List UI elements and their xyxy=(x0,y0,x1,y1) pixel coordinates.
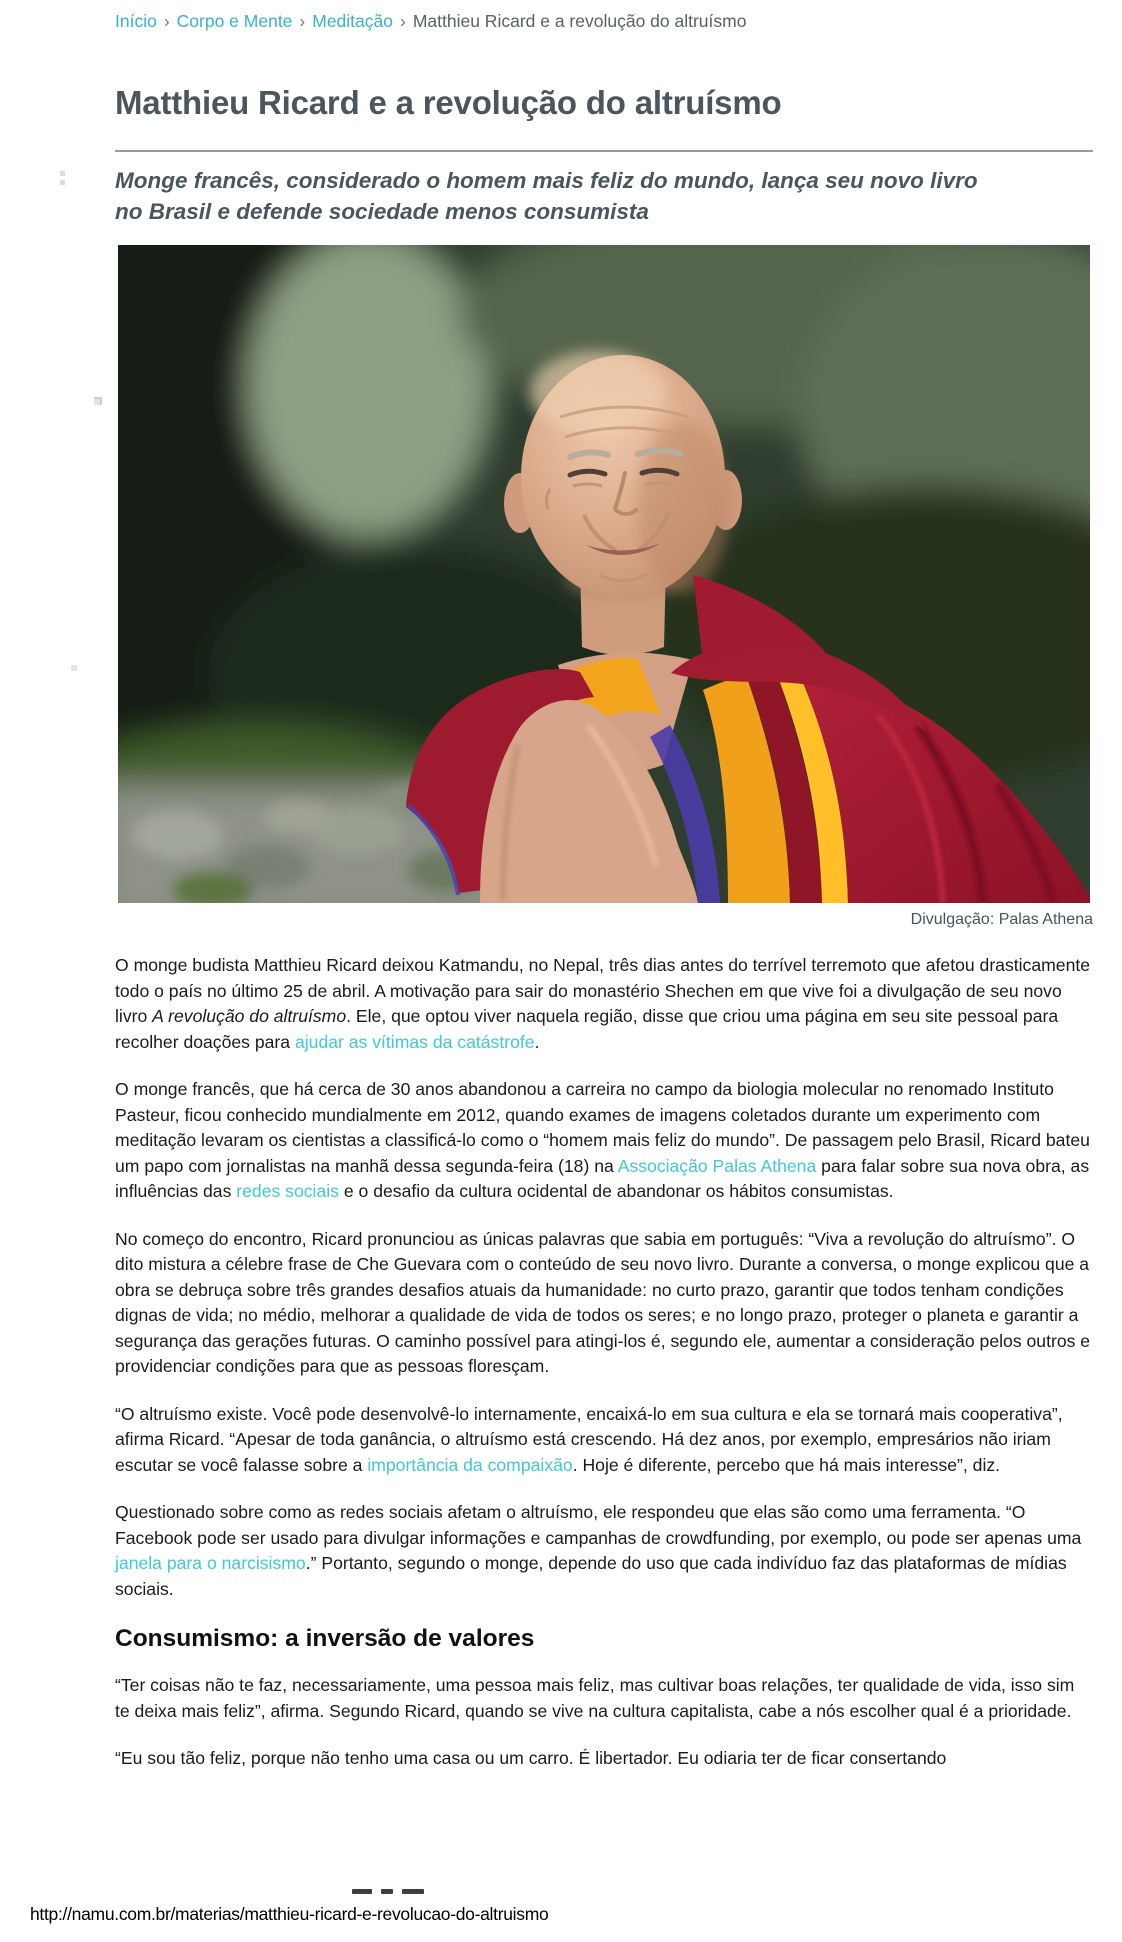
text-segment: “O altruísmo existe. Você pode desenvolvê-lo internamente, encaixá-lo em sua cultura e ela se tornará mais cooperativa”, afirma Ricard. “Apesar de toda ganância, o altruísmo está crescendo. Há dez anos, por exemplo, empresários não iriam escutar se você falasse sobre a xyxy=(115,1403,1063,1475)
matthieu-ricard-photo xyxy=(118,245,1090,903)
article-paragraph xyxy=(115,1227,1093,1380)
title-divider xyxy=(115,150,1093,152)
breadcrumb-link[interactable]: Início xyxy=(115,11,157,31)
page-title: Matthieu Ricard e a revolução do altruísmo xyxy=(115,84,782,121)
text-segment: O monge francês, que há cerca de 30 anos abandonou a carreira no campo da biologia molecular no renomado Instituto Pasteur, ficou conhecido mundialmente em 2012, quando exames de imagens coletados durante um experimento com meditação levaram os cientistas a classificá-lo como o “homem mais feliz do mundo”. De passagem pelo Brasil, Ricard bateu um papo com jornalistas na manhã dessa segunda-feira (18) na xyxy=(115,1079,1090,1176)
breadcrumb xyxy=(115,10,1093,32)
inline-link[interactable]: janela para o narcisismo xyxy=(115,1553,306,1573)
text-segment: A revolução do altruísmo xyxy=(152,1006,347,1026)
inline-link[interactable]: ajudar as vítimas da catástrofe xyxy=(294,1031,535,1052)
article-subtitle: Monge francês, considerado o homem mais feliz do mundo, lança seu novo livro no Brasil e defende sociedade menos consumista xyxy=(115,168,978,224)
breadcrumb-current: Matthieu Ricard e a revolução do altruísmo xyxy=(412,11,747,31)
print-artifact xyxy=(60,171,65,176)
clipped-text-artifact xyxy=(352,1889,424,1894)
breadcrumb-link[interactable]: Meditação xyxy=(312,11,393,31)
breadcrumb-separator: › xyxy=(400,11,406,31)
print-artifact xyxy=(94,397,102,405)
section-heading: Consumismo: a inversão de valores xyxy=(115,1625,535,1652)
text-segment: .” Portanto, segundo o monge, depende do uso que cada indivíduo faz das plataformas de mídias sociais. xyxy=(115,1553,1067,1599)
article-paragraph xyxy=(115,1673,1093,1724)
text-segment: . Ele, que optou viver naquela região, disse que criou uma página em seu site pessoal para recolher doações para xyxy=(115,1006,1059,1052)
article-paragraph xyxy=(115,1402,1093,1479)
inline-link[interactable]: redes sociais xyxy=(236,1181,339,1201)
print-artifact xyxy=(71,665,77,671)
text-segment: e o desafio da cultura ocidental de abandonar os hábitos consumistas. xyxy=(338,1181,894,1201)
article-content-column xyxy=(115,0,1093,1772)
breadcrumb-link[interactable]: Corpo e Mente xyxy=(176,11,293,31)
article-paragraph xyxy=(115,1077,1093,1205)
article-paragraph xyxy=(115,953,1093,1055)
text-segment: para falar sobre sua nova obra, as influências das xyxy=(115,1155,1090,1201)
text-segment: “Eu sou tão feliz, porque não tenho uma casa ou um carro. É libertador. Eu odiaria ter de ficar consertando xyxy=(115,1748,947,1768)
print-footer-url: http://namu.com.br/materias/matthieu-ricard-e-revolucao-do-altruismo xyxy=(30,1904,549,1924)
article-photo-figure xyxy=(118,245,1093,930)
inline-link[interactable]: Associação Palas Athena xyxy=(617,1155,817,1176)
text-segment: Questionado sobre como as redes sociais afetam o altruísmo, ele respondeu que elas são como uma ferramenta. “O Facebook pode ser usado para divulgar informações e campanhas de crowdfunding, por exemplo, ou pode ser apenas uma xyxy=(115,1502,1082,1548)
text-segment: . Hoje é diferente, percebo que há mais interesse”, diz. xyxy=(572,1454,1001,1475)
inline-link[interactable]: importância da compaixão xyxy=(367,1454,573,1475)
text-segment: “Ter coisas não te faz, necessariamente, uma pessoa mais feliz, mas cultivar boas relações, ter qualidade de vida, isso sim te deixa mais feliz”, afirma. Segundo Ricard, quando se vive na cultura capitalista, cabe a nós escolher qual é a prioridade. xyxy=(115,1675,1075,1721)
text-segment: . xyxy=(534,1031,540,1052)
article-body xyxy=(115,953,1093,1772)
text-segment: No começo do encontro, Ricard pronunciou as únicas palavras que sabia em português: “Viva a revolução do altruísmo”. O dito mistura a célebre frase de Che Guevara com o conteúdo de seu novo livro. Durante a conversa, o monge explicou que a obra se debruça sobre três grandes desafios atuais da humanidade: no curto prazo, garantir que todos tenham condições dignas de vida; no médio, melhorar a qualidade de vida de todos os seres; e no longo prazo, proteger o planeta e garantir a segurança das gerações futuras. O caminho possível para atingi-los é, segundo ele, aumentar a consideração pelos outros e providenciar condições para que as pessoas floresçam. xyxy=(115,1228,1091,1376)
text-segment: O monge budista Matthieu Ricard deixou Katmandu, no Nepal, três dias antes do terrível terremoto que afetou drasticamente todo o país no último 25 de abril. A motivação para sair do monastério Shechen em que vive foi a divulgação de seu novo livro xyxy=(115,955,1091,1026)
article-paragraph xyxy=(115,1500,1093,1602)
photo-caption: Divulgação: Palas Athena xyxy=(910,911,1093,928)
breadcrumb-separator: › xyxy=(299,11,306,31)
breadcrumb-separator: › xyxy=(163,11,170,31)
article-paragraph xyxy=(115,1746,1093,1772)
